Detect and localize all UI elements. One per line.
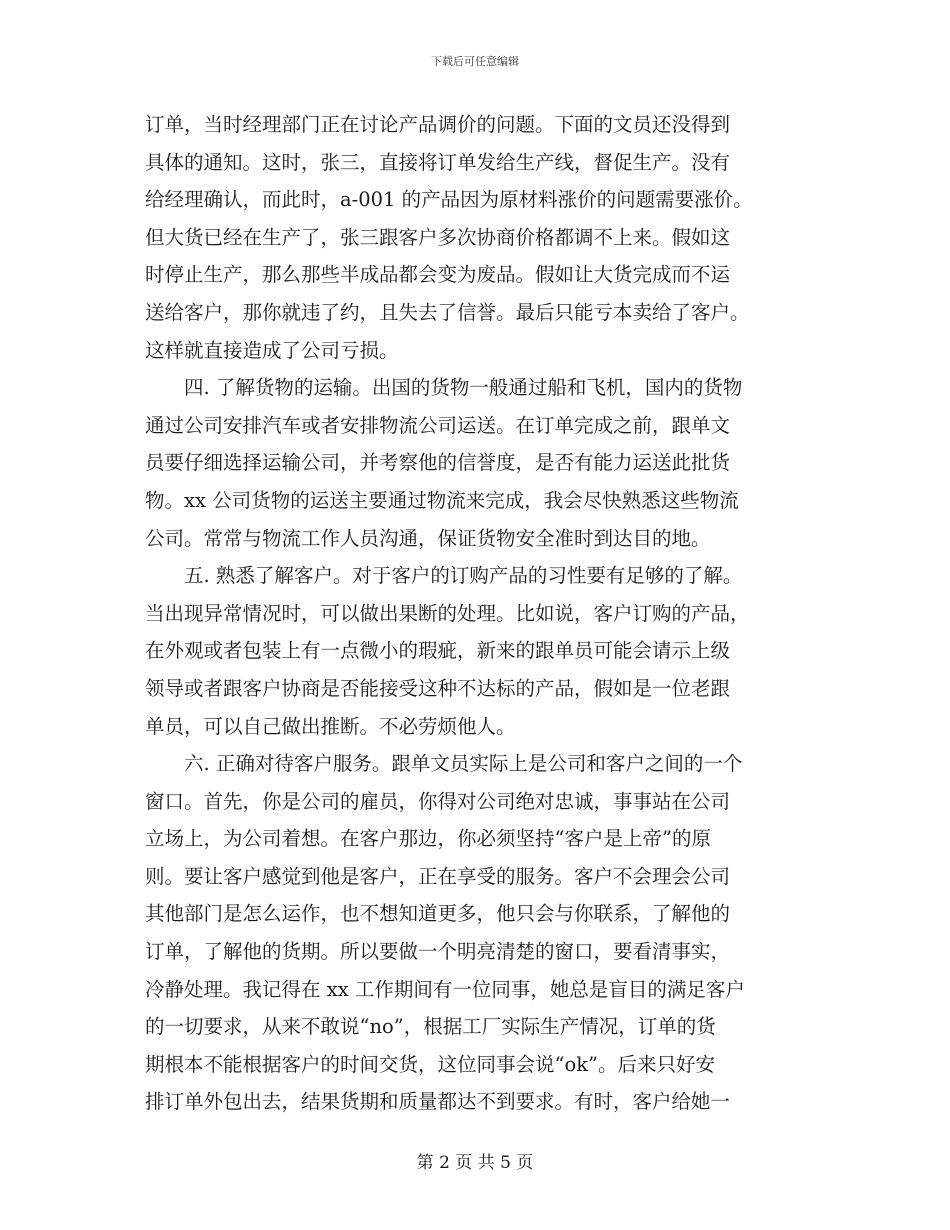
text-line: 立场上，为公司着想。在客户那边，你必须坚持“客户是上帝”的原 — [145, 827, 711, 851]
text-line: 其他部门是怎么运作，也不想知道更多，他只会与你联系，了解他的 — [145, 902, 731, 926]
text-line: 时停止生产，那么那些半成品都会变为废品。假如让大货完成而不运 — [145, 263, 731, 287]
text-line: 送给客户，那你就违了约，且失去了信誉。最后只能亏本卖给了客户。 — [145, 300, 750, 324]
text-line: 但大货已经在生产了，张三跟客户多次协商价格都调不上来。假如这 — [145, 225, 731, 249]
page-header: 下载后可任意编辑 — [431, 55, 519, 68]
page-number-footer: 第 2 页 共 5 页 — [416, 1153, 534, 1173]
text-line: 员要仔细选择运输公司，并考察他的信誉度，是否有能力运送此批货 — [145, 451, 731, 475]
text-line: 在外观或者包装上有一点微小的瑕疵，新来的跟单员可能会请示上级 — [145, 639, 731, 663]
text-line: 单员，可以自己做出推断。不必劳烦他人。 — [145, 714, 516, 738]
text-line: 排订单外包出去，结果货期和质量都达不到要求。有时，客户给她一 — [145, 1090, 731, 1114]
text-line: 公司。常常与物流工作人员沟通，保证货物安全准时到达目的地。 — [145, 526, 711, 550]
text-line: 五. 熟悉了解客户。对于客户的订购产品的习性要有足够的了解。 — [145, 564, 743, 588]
text-line: 物。xx 公司货物的运送主要通过物流来完成，我会尽快熟悉这些物流 — [145, 488, 739, 512]
text-line: 这样就直接造成了公司亏损。 — [145, 338, 399, 362]
text-line: 则。要让客户感觉到他是客户，正在享受的服务。客户不会理会公司 — [145, 864, 731, 888]
text-line: 订单，了解他的货期。所以要做一个明亮清楚的窗口，要看清事实， — [145, 940, 731, 964]
text-line: 具体的通知。这时，张三，直接将订单发给生产线，督促生产。没有 — [145, 150, 731, 174]
text-line: 窗口。首先，你是公司的雇员，你得对公司绝对忠诚，事事站在公司 — [145, 789, 731, 813]
text-line: 给经理确认，而此时，a-001 的产品因为原材料涨价的问题需要涨价。 — [145, 188, 753, 212]
text-line: 的一切要求，从来不敢说“no”，根据工厂实际生产情况，订单的货 — [145, 1015, 716, 1039]
text-line: 当出现异常情况时，可以做出果断的处理。比如说，客户订购的产品， — [145, 601, 750, 625]
text-line: 六. 正确对待客户服务。跟单文员实际上是公司和客户之间的一个 — [145, 752, 743, 776]
document-body — [145, 106, 807, 1121]
text-line: 领导或者跟客户协商是否能接受这种不达标的产品，假如是一位老跟 — [145, 676, 731, 700]
text-line: 冷静处理。我记得在 xx 工作期间有一位同事，她总是盲目的满足客户 — [145, 977, 745, 1001]
text-line: 四. 了解货物的运输。出国的货物一般通过船和飞机，国内的货物 — [145, 376, 743, 400]
text-line: 通过公司安排汽车或者安排物流公司运送。在订单完成之前，跟单文 — [145, 413, 731, 437]
text-line: 期根本不能根据客户的时间交货，这位同事会说“ok”。后来只好安 — [145, 1052, 715, 1076]
text-line: 订单，当时经理部门正在讨论产品调价的问题。下面的文员还没得到 — [145, 113, 731, 136]
